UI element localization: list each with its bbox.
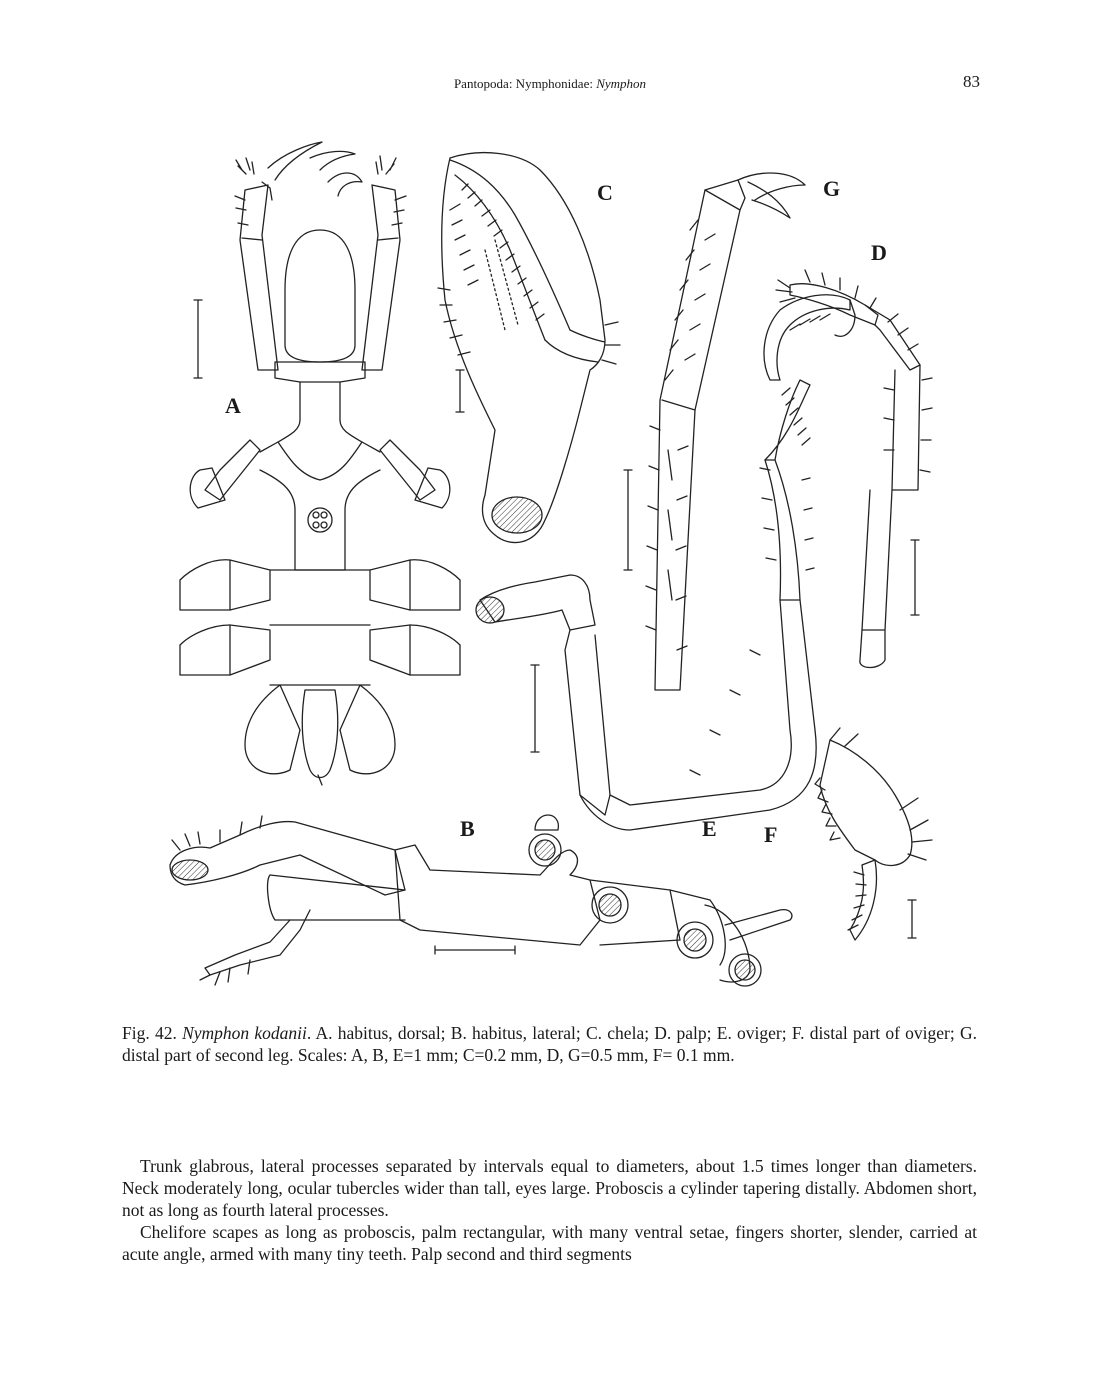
panel-c-chela <box>438 153 620 543</box>
panel-a-habitus-dorsal <box>180 142 460 785</box>
panel-g-distal-second-leg <box>624 173 805 690</box>
panel-f-distal-oviger <box>815 728 932 940</box>
caption-lead: Fig. 42. <box>122 1023 183 1043</box>
panel-label-a: A <box>225 393 241 418</box>
panel-label-b: B <box>460 816 475 841</box>
figure-plate <box>150 130 950 990</box>
caption-species: Nymphon kodanii <box>182 1023 307 1043</box>
body-paragraph: Trunk glabrous, lateral processes separated by intervals equal to diameters, about 1.5 times longer than diameters. Neck moderately long, ocular tubercles wider than tall, eyes large. Proboscis a cylinder tapering distally. Abdomen short, not as long as fourth lateral processes. <box>122 1156 977 1220</box>
caption-text: . A. habitus, dorsal; B. habitus, lateral; C. chela; D. palp; E. oviger; F. distal part of oviger; G. distal part of second leg. Scales: A, B, E=1 mm; C=0.2 mm, D, G=0.5 mm, F= 0.1 mm. <box>122 1023 977 1065</box>
body-paragraph: Chelifore scapes as long as proboscis, palm rectangular, with many ventral setae, fingers shorter, slender, carried at acute angle, armed with many tiny teeth. Palp second and third segments <box>122 1222 977 1264</box>
figure-caption <box>122 1022 977 1066</box>
panel-label-e: E <box>702 816 717 841</box>
body-text <box>122 1155 977 1265</box>
panel-label-f: F <box>764 822 778 847</box>
page-number: 83 <box>963 72 980 91</box>
running-head-prefix: Pantopoda: Nymphonidae: <box>453 76 597 91</box>
running-head-genus: Nymphon <box>596 76 647 91</box>
panel-label-d: D <box>871 240 887 265</box>
figure-drawing <box>150 130 950 990</box>
panel-label-c: C <box>597 180 613 205</box>
running-head <box>0 76 1100 92</box>
panel-label-g: G <box>823 176 841 201</box>
panel-b-habitus-lateral <box>170 815 792 986</box>
panel-d-palp <box>776 270 932 668</box>
